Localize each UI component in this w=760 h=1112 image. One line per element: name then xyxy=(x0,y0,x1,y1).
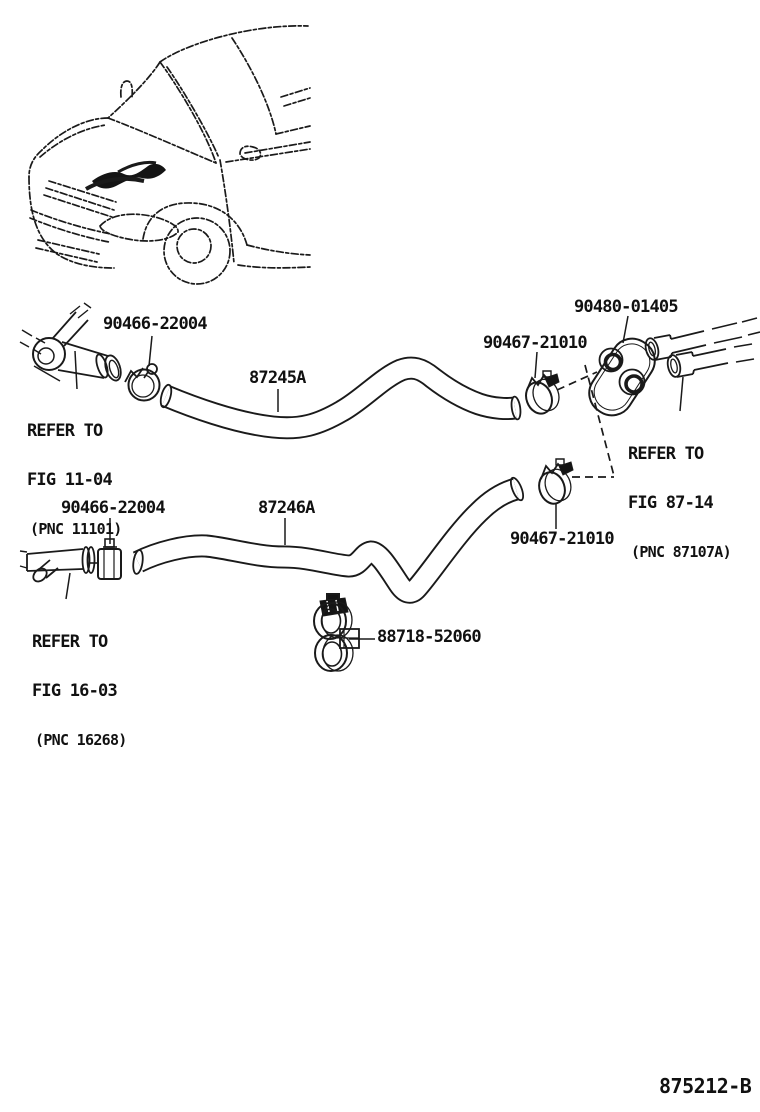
reference-pnc: (PNC 87107A) xyxy=(631,543,731,561)
reference-line: FIG 16-03 xyxy=(32,681,117,701)
part-number-88718-52060: 88718-52060 xyxy=(377,627,481,647)
clamp-90467-bottom-drawing xyxy=(535,459,575,507)
double-clamp-88718-drawing xyxy=(314,594,359,671)
part-number-90467-21010-bottom: 90467-21010 xyxy=(510,529,614,549)
reference-line: REFER TO xyxy=(32,632,108,652)
hose-87245a-drawing xyxy=(159,368,522,428)
clamp-90467-top-drawing xyxy=(522,371,563,417)
reference-pnc: (PNC 11101) xyxy=(30,520,122,538)
heater-pipes-drawing xyxy=(644,318,760,378)
reference-line: REFER TO xyxy=(628,444,704,464)
reference-fig-11-04 xyxy=(27,390,122,571)
dashed-connector-lines xyxy=(557,365,614,477)
reference-line: FIG 11-04 xyxy=(27,470,112,490)
highlighted-hose-location xyxy=(86,162,166,189)
reference-pnc: (PNC 16268) xyxy=(35,731,127,749)
part-number-87246a: 87246A xyxy=(258,498,315,518)
car-illustration xyxy=(29,26,310,284)
part-number-87245a: 87245A xyxy=(249,368,306,388)
part-number-90467-21010-top: 90467-21010 xyxy=(483,333,587,353)
reference-fig-16-03 xyxy=(32,601,127,782)
reference-line: FIG 87-14 xyxy=(628,493,713,513)
part-number-90466-22004-bottom: 90466-22004 xyxy=(61,498,165,518)
reference-fig-87-14 xyxy=(628,413,731,594)
hose-87246a-drawing xyxy=(132,476,526,592)
part-number-90466-22004-top: 90466-22004 xyxy=(103,314,207,334)
reference-line: REFER TO xyxy=(27,421,103,441)
drawing-code: 875212-B xyxy=(659,1074,752,1098)
clamp-90466-top-drawing xyxy=(125,364,160,401)
grommet-90480-drawing xyxy=(581,331,663,424)
part-number-90480-01405: 90480-01405 xyxy=(574,297,678,317)
